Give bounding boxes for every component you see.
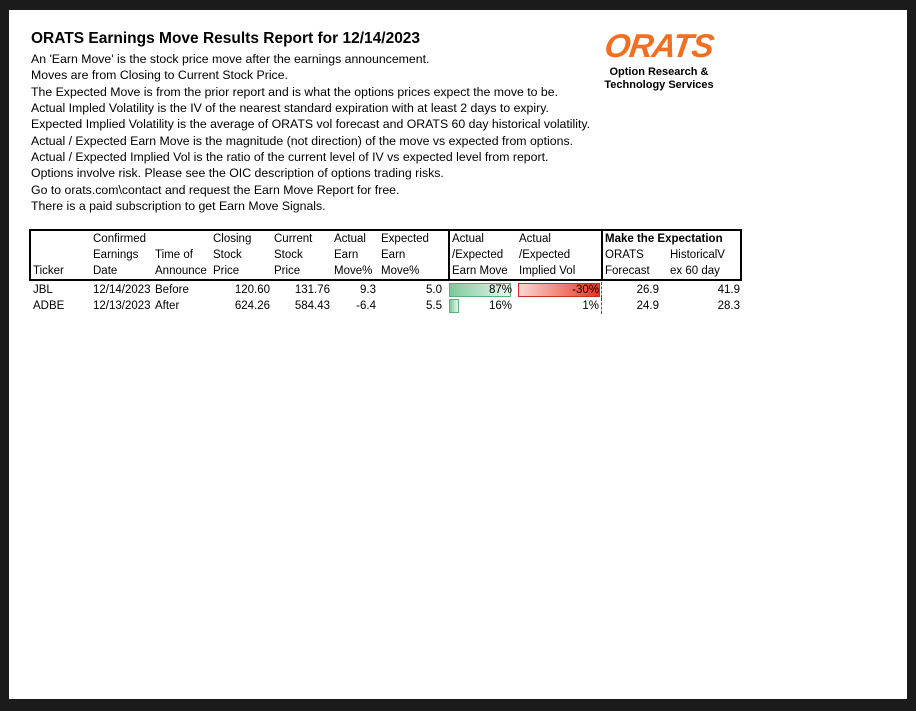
expected-earn-move-cell: 5.5 bbox=[426, 300, 442, 312]
description-line: Options involve risk. Please see the OIC description of options trading risks. bbox=[31, 166, 444, 181]
header-earnings-date: Confirmed Earnings Date bbox=[93, 233, 147, 277]
report-page bbox=[9, 10, 907, 699]
header-actual-earn-move: Actual Earn Move% bbox=[334, 233, 373, 277]
description-line: Actual / Expected Earn Move is the magnitude (not direction) of the move vs expected from options. bbox=[31, 133, 574, 148]
expected-earn-move-cell: 5.0 bbox=[426, 284, 442, 296]
header-forecast: Forecast bbox=[601, 263, 668, 279]
historical-vol-cell: 28.3 bbox=[717, 300, 740, 312]
earnings-date-cell: 12/13/2023 bbox=[93, 300, 151, 312]
description-line: Moves are from Closing to Current Stock Price. bbox=[31, 68, 288, 83]
header-actual-expected-earn-move: Actual /Expected Earn Move bbox=[448, 231, 517, 279]
orats-forecast-cell: 24.9 bbox=[601, 298, 668, 314]
header-group-make-the-expectation: Make the Expectation bbox=[601, 231, 744, 247]
orats-tagline-line2: Technology Services bbox=[604, 79, 714, 91]
closing-price-cell: 624.26 bbox=[234, 300, 270, 312]
header-expected-earn-move: Expected Earn Move% bbox=[381, 233, 429, 277]
actual-expected-implied-vol-cell bbox=[517, 282, 601, 298]
earn-move-ratio-value: 16% bbox=[488, 300, 512, 312]
earnings-move-table bbox=[29, 229, 742, 314]
ticker-cell: JBL bbox=[33, 284, 53, 296]
actual-earn-move-cell: -6.4 bbox=[356, 300, 376, 312]
description-line: Go to orats.com\contact and request the Earn Move Report for free. bbox=[31, 182, 400, 197]
description-line: An 'Earn Move' is the stock price move after the earnings announcement. bbox=[31, 52, 430, 66]
page-title: ORATS Earnings Move Results Report for 12/14/2023 bbox=[31, 30, 421, 47]
description-line: The Expected Move is from the prior report and is what the options prices expect the move to be. bbox=[31, 84, 558, 99]
earn-move-ratio-value: 87% bbox=[488, 284, 512, 296]
description-line: Actual / Expected Implied Vol is the ratio of the current level of IV vs expected level from report. bbox=[31, 150, 549, 165]
header-historicalv: HistoricalV bbox=[670, 249, 725, 261]
announce-cell: After bbox=[155, 300, 180, 312]
orats-logo bbox=[589, 28, 729, 92]
orats-tagline bbox=[589, 66, 729, 92]
header-current-price: Current Stock Price bbox=[274, 233, 313, 277]
implied-vol-ratio-value: 1% bbox=[582, 300, 599, 312]
implied-vol-ratio-value: -30% bbox=[572, 284, 599, 296]
orats-wordmark-icon: ORATS bbox=[602, 27, 716, 64]
orats-forecast-cell: 26.9 bbox=[601, 282, 668, 298]
header-actual-expected-implied-vol: Actual /Expected Implied Vol bbox=[519, 233, 576, 277]
header-orats: ORATS bbox=[601, 247, 668, 263]
header-ex-60-day: ex 60 day bbox=[670, 265, 720, 277]
header-time-of-announce: Time of Announce bbox=[155, 249, 207, 277]
actual-earn-move-cell: 9.3 bbox=[360, 284, 376, 296]
actual-expected-implied-vol-cell bbox=[517, 298, 601, 314]
orats-tagline-line1: Option Research & bbox=[609, 66, 709, 78]
closing-price-cell: 120.60 bbox=[234, 284, 270, 296]
current-price-cell: 584.43 bbox=[294, 300, 330, 312]
actual-expected-earn-move-cell bbox=[448, 298, 517, 314]
actual-expected-earn-move-cell bbox=[448, 282, 517, 298]
description-line: Actual Impled Volatility is the IV of the nearest standard expiration with at least 2 days to expiry. bbox=[31, 101, 549, 116]
report-description bbox=[31, 51, 590, 214]
announce-cell: Before bbox=[155, 284, 189, 296]
table-row-jbl bbox=[29, 282, 742, 298]
header-ticker: Ticker bbox=[33, 265, 64, 277]
header-closing-price: Closing Stock Price bbox=[213, 233, 252, 277]
historical-vol-cell: 41.9 bbox=[717, 284, 740, 296]
current-price-cell: 131.76 bbox=[294, 284, 330, 296]
description-line: Expected Implied Volatility is the average of ORATS vol forecast and ORATS 60 day historical volatility. bbox=[31, 117, 591, 132]
earnings-date-cell: 12/14/2023 bbox=[93, 284, 151, 296]
table-row-adbe bbox=[29, 298, 742, 314]
table-header bbox=[29, 229, 742, 281]
table-body bbox=[29, 282, 742, 314]
description-line: There is a paid subscription to get Earn Move Signals. bbox=[31, 199, 326, 214]
ticker-cell: ADBE bbox=[33, 300, 65, 312]
